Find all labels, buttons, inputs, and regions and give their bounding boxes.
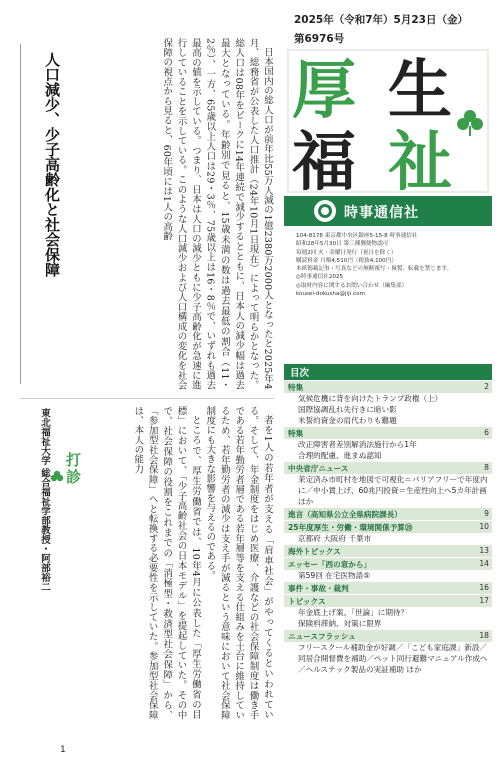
article-paragraph: 日本国内の総人口が前年比55万人減の1億2380万2000人となったと2025年4月、総務省が公表した人口推計（24年10月1日現在）によって明らかとなった。総人口は08年をピークに14年連続で減少するとともに、日本人の減少幅は過去最大となっている。年齢別で見ると、15歳未満の数は過去最低の割合（11・2％）、一方、65歳以上人口は29・3％、75歳以上は16・8％で、いずれも過去最高の値を示している。つまり、日本は人口の減少ともに少子高齢化が急速に進行していることを示している。このような人口減少および人口構成の変化を社会保障の視点から見ると、60年頃には1人の高齢 xyxy=(161,38,273,390)
toc-item: 米誓約資金の肩代わりも難題 xyxy=(298,416,397,425)
toc-page: 8 xyxy=(484,463,489,472)
issue-date: 2025年（令和7年）5月23日（金） xyxy=(294,14,468,26)
toc-section[interactable] xyxy=(284,507,492,520)
toc-page: 9 xyxy=(484,509,489,518)
toc-item: 合理的配慮、進まぬ認知 xyxy=(298,451,382,460)
article-body-bottom xyxy=(128,406,274,720)
toc-section[interactable] xyxy=(284,557,492,570)
toc-section[interactable] xyxy=(284,520,492,533)
publisher-name: 時事通信社 xyxy=(344,205,419,221)
toc-section-title: 事件・事故・裁判 xyxy=(288,584,349,593)
toc-page: 18 xyxy=(479,631,489,640)
toc-item: 国際協調乱れ先行きに暗い影 xyxy=(298,405,397,414)
toc-section[interactable] xyxy=(284,426,492,439)
page-number: 1 xyxy=(60,745,66,755)
toc-section[interactable] xyxy=(284,594,492,607)
article-paragraph: 者を1人の若年者が支える「肩車社会」がやってくるといわれている。そして、年金制度をはじめ医療、介護などの社会保障制度は働き手である若年勤労者層である若年層等を支える仕組みを土台に維持しているため、若年勤労者の減少は支え手が減るという意味において社会保障制度にも大きな影響を与えるのである。 xyxy=(204,406,273,720)
pubinfo-line: kousei-dokusha@jiji.com xyxy=(296,291,365,298)
pubinfo-line: 本紙掲載記事・写真などの無断複写・複製、転載を禁じます。 xyxy=(296,266,453,273)
pubinfo-line: 購読料金 月額4,510円（税抜4,100円） xyxy=(296,257,397,264)
toc-section[interactable] xyxy=(284,629,492,642)
publisher-logo-icon xyxy=(314,200,336,222)
toc-item: 気候危機に背を向けたトランプ政権（上） xyxy=(298,394,443,403)
publisher-bar xyxy=(284,196,492,226)
toc-page: 17 xyxy=(479,596,489,605)
toc-page: 2 xyxy=(484,382,489,391)
divider xyxy=(20,398,274,399)
article-author: 東北福祉大学 総合福祉学部教授・阿部裕二 xyxy=(39,408,50,592)
toc-item: 保険料滞納、対策に限界 xyxy=(298,619,382,628)
toc-item: フリースクール補助金が好調／「こども家庭課」新設／同居合開督費を補助／ペット同行避難マニュアル作成へ／ヘルステック製品の実証補助 ほか xyxy=(298,643,488,674)
toc-item: 京都府 大阪府 千葉市 xyxy=(298,534,372,543)
pubinfo-line: 104-8178 東京都中央区銀座5-15-8 時事通信社 xyxy=(296,233,418,239)
toc-page: 13 xyxy=(479,546,489,555)
toc-section-title: 海外トピックス xyxy=(288,547,341,556)
toc-section[interactable] xyxy=(284,461,492,474)
pubinfo-line: ◎時事通信社2025 xyxy=(296,274,344,281)
article-paragraph: ところで、厚生労働省では、10年4月に公表した「厚生労働省の目標」において、「少子高齢社会の日本モデル」を提起していた。その中で、社会保障の役割をこれまでの「消極型・救済型社会保障」から、「参加型社会保障」へと転換する必要性を示していた。参加型社会保障は、本人の能力 xyxy=(132,406,201,720)
toc-page: 16 xyxy=(479,583,489,592)
toc-page: 10 xyxy=(479,522,489,531)
column-name: 打診 xyxy=(64,452,82,486)
toc-item: 改正障害者差別解消法施行から1年 xyxy=(298,440,417,449)
headline-box xyxy=(20,44,68,384)
article-headline: 人口減少、少子高齢化と社会保障 xyxy=(43,52,61,277)
pubinfo-line: 毎週2回 火・金曜日発行（祝日を除く） xyxy=(296,249,397,256)
masthead-panel xyxy=(282,0,496,762)
article xyxy=(20,38,274,742)
toc-section-title: 中央省庁ニュース xyxy=(288,464,349,473)
logo-char-3: 福 xyxy=(292,125,356,196)
toc-item: 第59回 在宅医物語⑤ xyxy=(298,571,371,580)
toc-section[interactable] xyxy=(284,581,492,594)
toc-section-title: 25年度厚生・労働・環境関係予算⑳ xyxy=(288,523,413,532)
author-block xyxy=(38,408,78,638)
logo-char-1: 厚 xyxy=(292,53,356,128)
publication-logo xyxy=(284,46,492,196)
leaf-icon xyxy=(50,470,64,484)
issue-number: 第6976号 xyxy=(294,33,345,45)
toc-header: 目次 xyxy=(284,364,492,380)
column-badge xyxy=(50,452,94,516)
publication-info xyxy=(296,232,492,298)
toc-section-title: 進言（高知県公立全県病院課長） xyxy=(288,510,402,519)
toc-section-title: 特集 xyxy=(288,429,304,438)
toc-section-title: トピックス xyxy=(288,597,326,606)
toc-section[interactable] xyxy=(284,544,492,557)
toc-item: 年金底上げ案、「世論」に期待？ xyxy=(298,608,409,617)
toc-item: 茉定済み市町村を地図で可視化＝バリアフリーで年度内に／中小賃上げ、60兆円投資＝生産性向上へ5カ年計画 ほか xyxy=(298,475,488,506)
toc-section[interactable] xyxy=(284,380,492,393)
logo-char-2: 生 xyxy=(388,53,452,128)
toc-section-title: 特集 xyxy=(288,383,304,392)
toc-section-title: エッセー「西の窓から」 xyxy=(288,560,372,569)
pubinfo-line: ◎取材内容に関するお問い合わせ（編集部） xyxy=(296,282,408,289)
logo-char-4: 祉 xyxy=(388,125,452,196)
toc-page: 6 xyxy=(484,428,489,437)
pubinfo-line: 昭和28年5月30日 第三種郵便物認可 xyxy=(296,241,389,248)
toc-section-title: ニュースフラッシュ xyxy=(288,632,356,641)
toc-page: 14 xyxy=(479,559,489,568)
article-body-top xyxy=(64,38,274,390)
table-of-contents xyxy=(284,380,492,675)
